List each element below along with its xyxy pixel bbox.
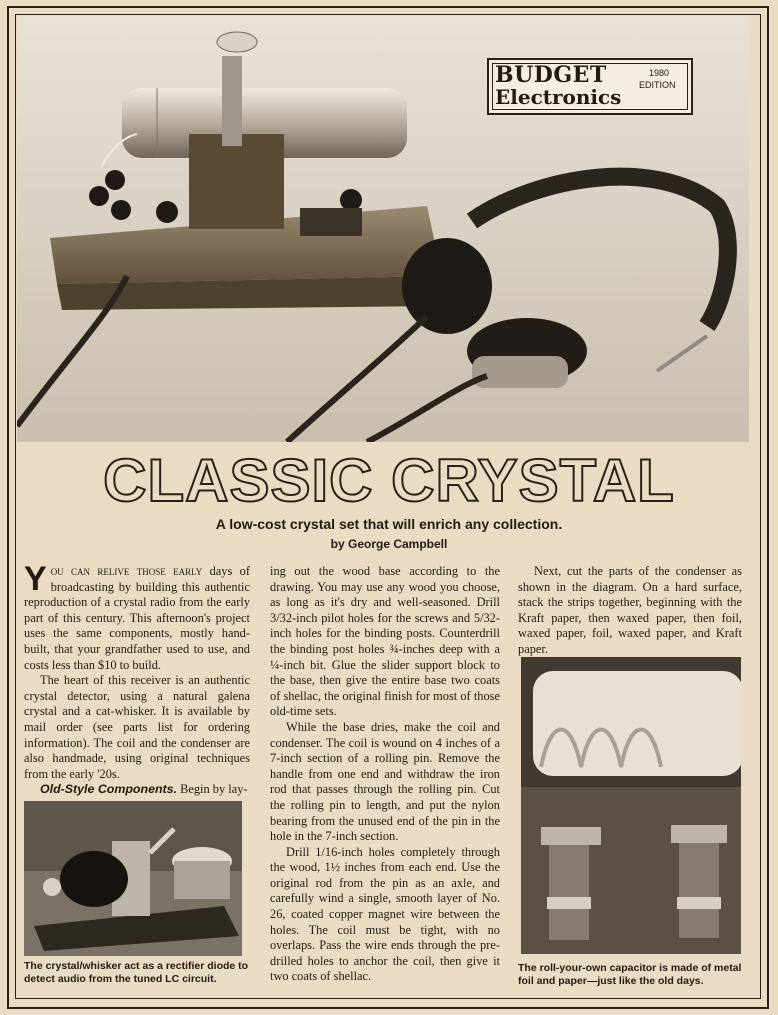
drop-cap: Y	[24, 560, 47, 598]
article-byline: by George Campbell	[330, 537, 448, 551]
capacitor-illustration	[521, 657, 741, 954]
col2-paragraph-3: Drill 1/16-inch holes completely through the wood, 1½ inches from each end. Use the original rod from the pin as an axle, and carefully wind a single, smooth layer of No. 26, coated copper magnet wire between the holes. The coil must be tight, with no overlaps. Pass the wire ends through the pre-drilled holes to anchor the coil, then give it two coats of shellac.	[270, 844, 500, 984]
col1-p3-text: Begin by lay-	[177, 782, 248, 797]
logo-edition: EDITION	[639, 80, 676, 90]
article-title: CLASSIC CRYSTAL	[103, 447, 675, 514]
photo-crystal-detector	[24, 801, 242, 956]
col1-paragraph-1	[24, 560, 250, 673]
caption-crystal-detector: The crystal/whisker act as a rectifier diode to detect audio from the tuned LC circuit.	[24, 960, 249, 985]
col2-paragraph-2: While the base dries, make the coil and condenser. The coil is wound on 4 inches of a 7-inch section of a rolling pin. Remove the handle from one end and withdraw the iron rod that passes through the rolling pin. Cut the rolling pin to length, and put the nylon bearing from the unused end of the pin in the hole in the 7-inch section.	[270, 719, 500, 844]
column-2	[270, 564, 500, 985]
logo-year: 1980	[649, 68, 670, 78]
logo-budget: BUDGET	[495, 62, 607, 88]
subhead-old-style-components: Old-Style Components.	[40, 782, 177, 797]
budget-electronics-logo	[487, 58, 693, 115]
col1-p1-text: days of broadcasting by building this authentic reproduction of a crystal radio from the early part of this century. This afternoon's project uses the same components, mostly hand-built, that your grandfather used to use, and costs less than $10 to build.	[24, 564, 250, 672]
col2-paragraph-1: ing out the wood base according to the drawing. You may use any wood you choose, as long as it's dry and well-seasoned. Drill 3/32-inch pilot holes for the screws and 5/32-inch holes for the binding posts. Counterdrill the binding post holes ¾-inches deep with a ¼-inch bit. Glue the slider support block to the base, then give the entire base two coats of shellac, the original finish for most of those old-time sets.	[270, 564, 500, 719]
crystal-detector-illustration	[24, 801, 242, 956]
col1-paragraph-3	[24, 782, 250, 798]
article-subtitle: A low-cost crystal set that will enrich any collection.	[215, 516, 563, 532]
column-1	[24, 560, 250, 798]
col3-paragraph-1: Next, cut the parts of the condenser as shown in the diagram. On a hard surface, stack the strips together, beginning with the Kraft paper, then waxed paper, then foil, waxed paper, foil, waxed paper, and Kraft paper.	[518, 564, 742, 656]
column-3	[518, 564, 742, 658]
col1-paragraph-2: The heart of this receiver is an authentic crystal detector, using a natural galena crystal and a cat-whisker. It is available by mail order (see parts list for ordering information). The coil and the condenser are also handmade, using original techniques from the early '20s.	[24, 673, 250, 781]
hero-photo-crystal-radio	[17, 16, 749, 442]
logo-electronics: Electronics	[495, 85, 622, 109]
caption-capacitor: The roll-your-own capacitor is made of metal foil and paper—just like the old days.	[518, 962, 742, 987]
col1-lead-smallcaps: ou can relive those early	[50, 564, 203, 578]
photo-capacitor	[521, 657, 741, 954]
